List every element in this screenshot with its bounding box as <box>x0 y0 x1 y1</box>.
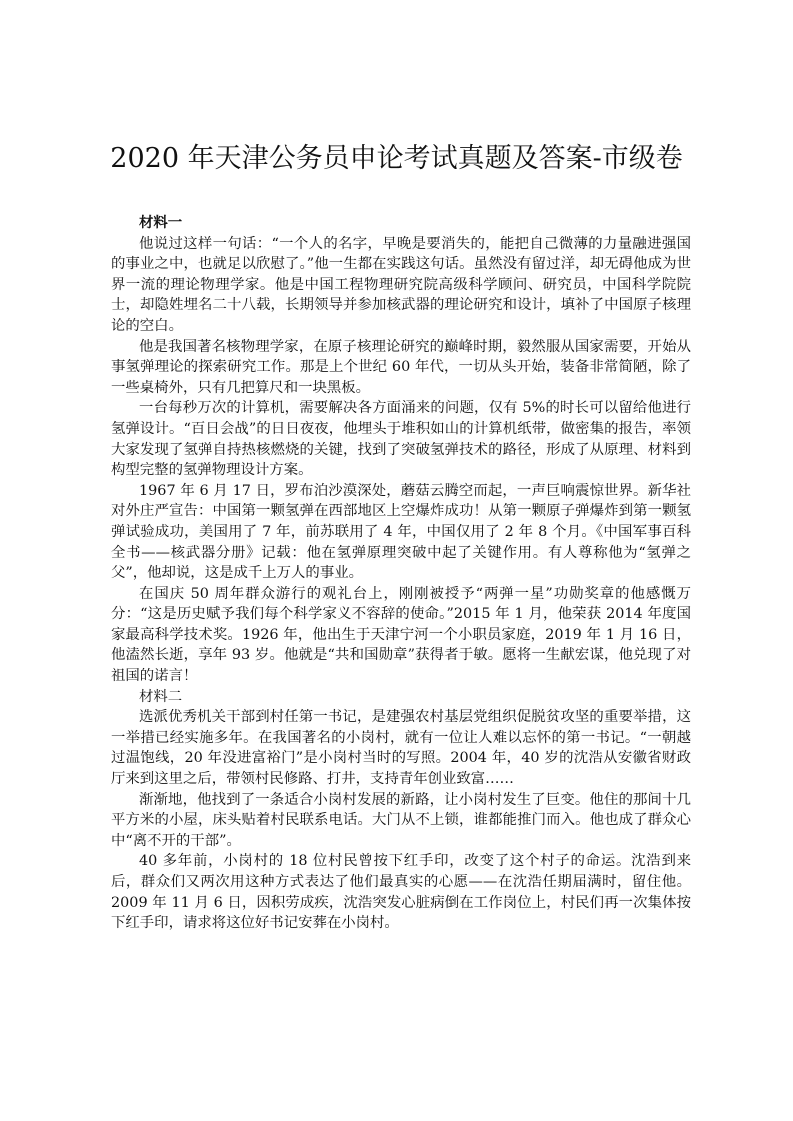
section-heading-1: 材料一 <box>139 214 183 231</box>
paragraph-1-5: 在国庆 50 周年群众游行的观礼台上，刚刚被授予“两弹一星”功勋奖章的他感慨万分：“这是历史赋予我们每个科学家义不容辞的使命。”2015 年 1 月，他荣获 2014 年度国家最高科学技术奖。1926 年，他出生于天津宁河一个小职员家庭，2019 年 1 月 16 日，他溘然长逝，享年 93 岁。他就是“共和国勋章”获得者于敏。愿将一生献宏谋，他兑现了对祖国的诺言！ <box>111 585 691 685</box>
document-body <box>111 213 691 934</box>
paragraph-2-2: 渐渐地，他找到了一条适合小岗村发展的新路，让小岗村发生了巨变。他住的那间十几平方米的小屋，床头贴着村民联系电话。大门从不上锁，谁都能推门而入。他也成了群众心中“离不开的干部”。 <box>111 791 691 849</box>
document-title: 2020 年天津公务员申论考试真题及答案-市级卷 <box>110 143 683 174</box>
paragraph-1-1: 他说过这样一句话：“一个人的名字，早晚是要消失的，能把自己微薄的力量融进强国的事业之中，也就足以欣慰了。”他一生都在实践这句话。虽然没有留过洋，却无碍他成为世界一流的理论物理学家。他是中国工程物理研究院高级科学顾问、研究员，中国科学院院士，却隐姓埋名二十八载，长期领导并参加核武器的理论研究和设计，填补了中国原子核理论的空白。 <box>111 235 691 334</box>
paragraph-1-4: 1967 年 6 月 17 日，罗布泊沙漠深处，蘑菇云腾空而起，一声巨响震惊世界。新华社对外庄严宣告：中国第一颗氢弹在西部地区上空爆炸成功！从第一颗原子弹爆炸到第一颗氢弹试验成功，美国用了 7 年，前苏联用了 4 年，中国仅用了 2 年 8 个月。《中国军事百科全书——核武器分册》记载：他在氢弹原理突破中起了关键作用。有人尊称他为“氢弹之父”，他却说，这是成千上万人的事业。 <box>111 482 691 582</box>
paragraph-2-1: 选派优秀机关干部到村任第一书记，是建强农村基层党组织促脱贫攻坚的重要举措，这一举措已经实施多年。在我国著名的小岗村，就有一位让人难以忘怀的第一书记。“一朝越过温饱线，20 年没进富裕门”是小岗村当时的写照。2004 年，40 岁的沈浩从安徽省财政厅来到这里之后，带领村民修路、打井，支持青年创业致富…… <box>111 709 691 788</box>
section-heading-2: 材料二 <box>139 688 183 705</box>
paragraph-2-3: 40 多年前，小岗村的 18 位村民曾按下红手印，改变了这个村子的命运。沈浩到来后，群众们又两次用这种方式表达了他们最真实的心愿——在沈浩任期届满时，留住他。2009 年 11 月 6 日，因积劳成疾，沈浩突发心脏病倒在工作岗位上，村民们再一次集体按下红手印，请求将这位好书记安葬在小岗村。 <box>111 853 691 932</box>
paragraph-1-2: 他是我国著名核物理学家，在原子核理论研究的巅峰时期，毅然服从国家需要，开始从事氢弹理论的探索研究工作。那是上个世纪 60 年代，一切从头开始，装备非常简陋，除了一些桌椅外，只有几把算尺和一块黑板。 <box>111 338 691 396</box>
paragraph-1-3: 一台每秒万次的计算机，需要解决各方面涌来的问题，仅有 5%的时长可以留给他进行氢弹设计。“百日会战”的日日夜夜，他埋头于堆积如山的计算机纸带，做密集的报告，率领大家发现了氢弹自持热核燃烧的关键，找到了突破氢弹技术的路径，形成了从原理、材料到构型完整的氢弹物理设计方案。 <box>111 400 691 479</box>
